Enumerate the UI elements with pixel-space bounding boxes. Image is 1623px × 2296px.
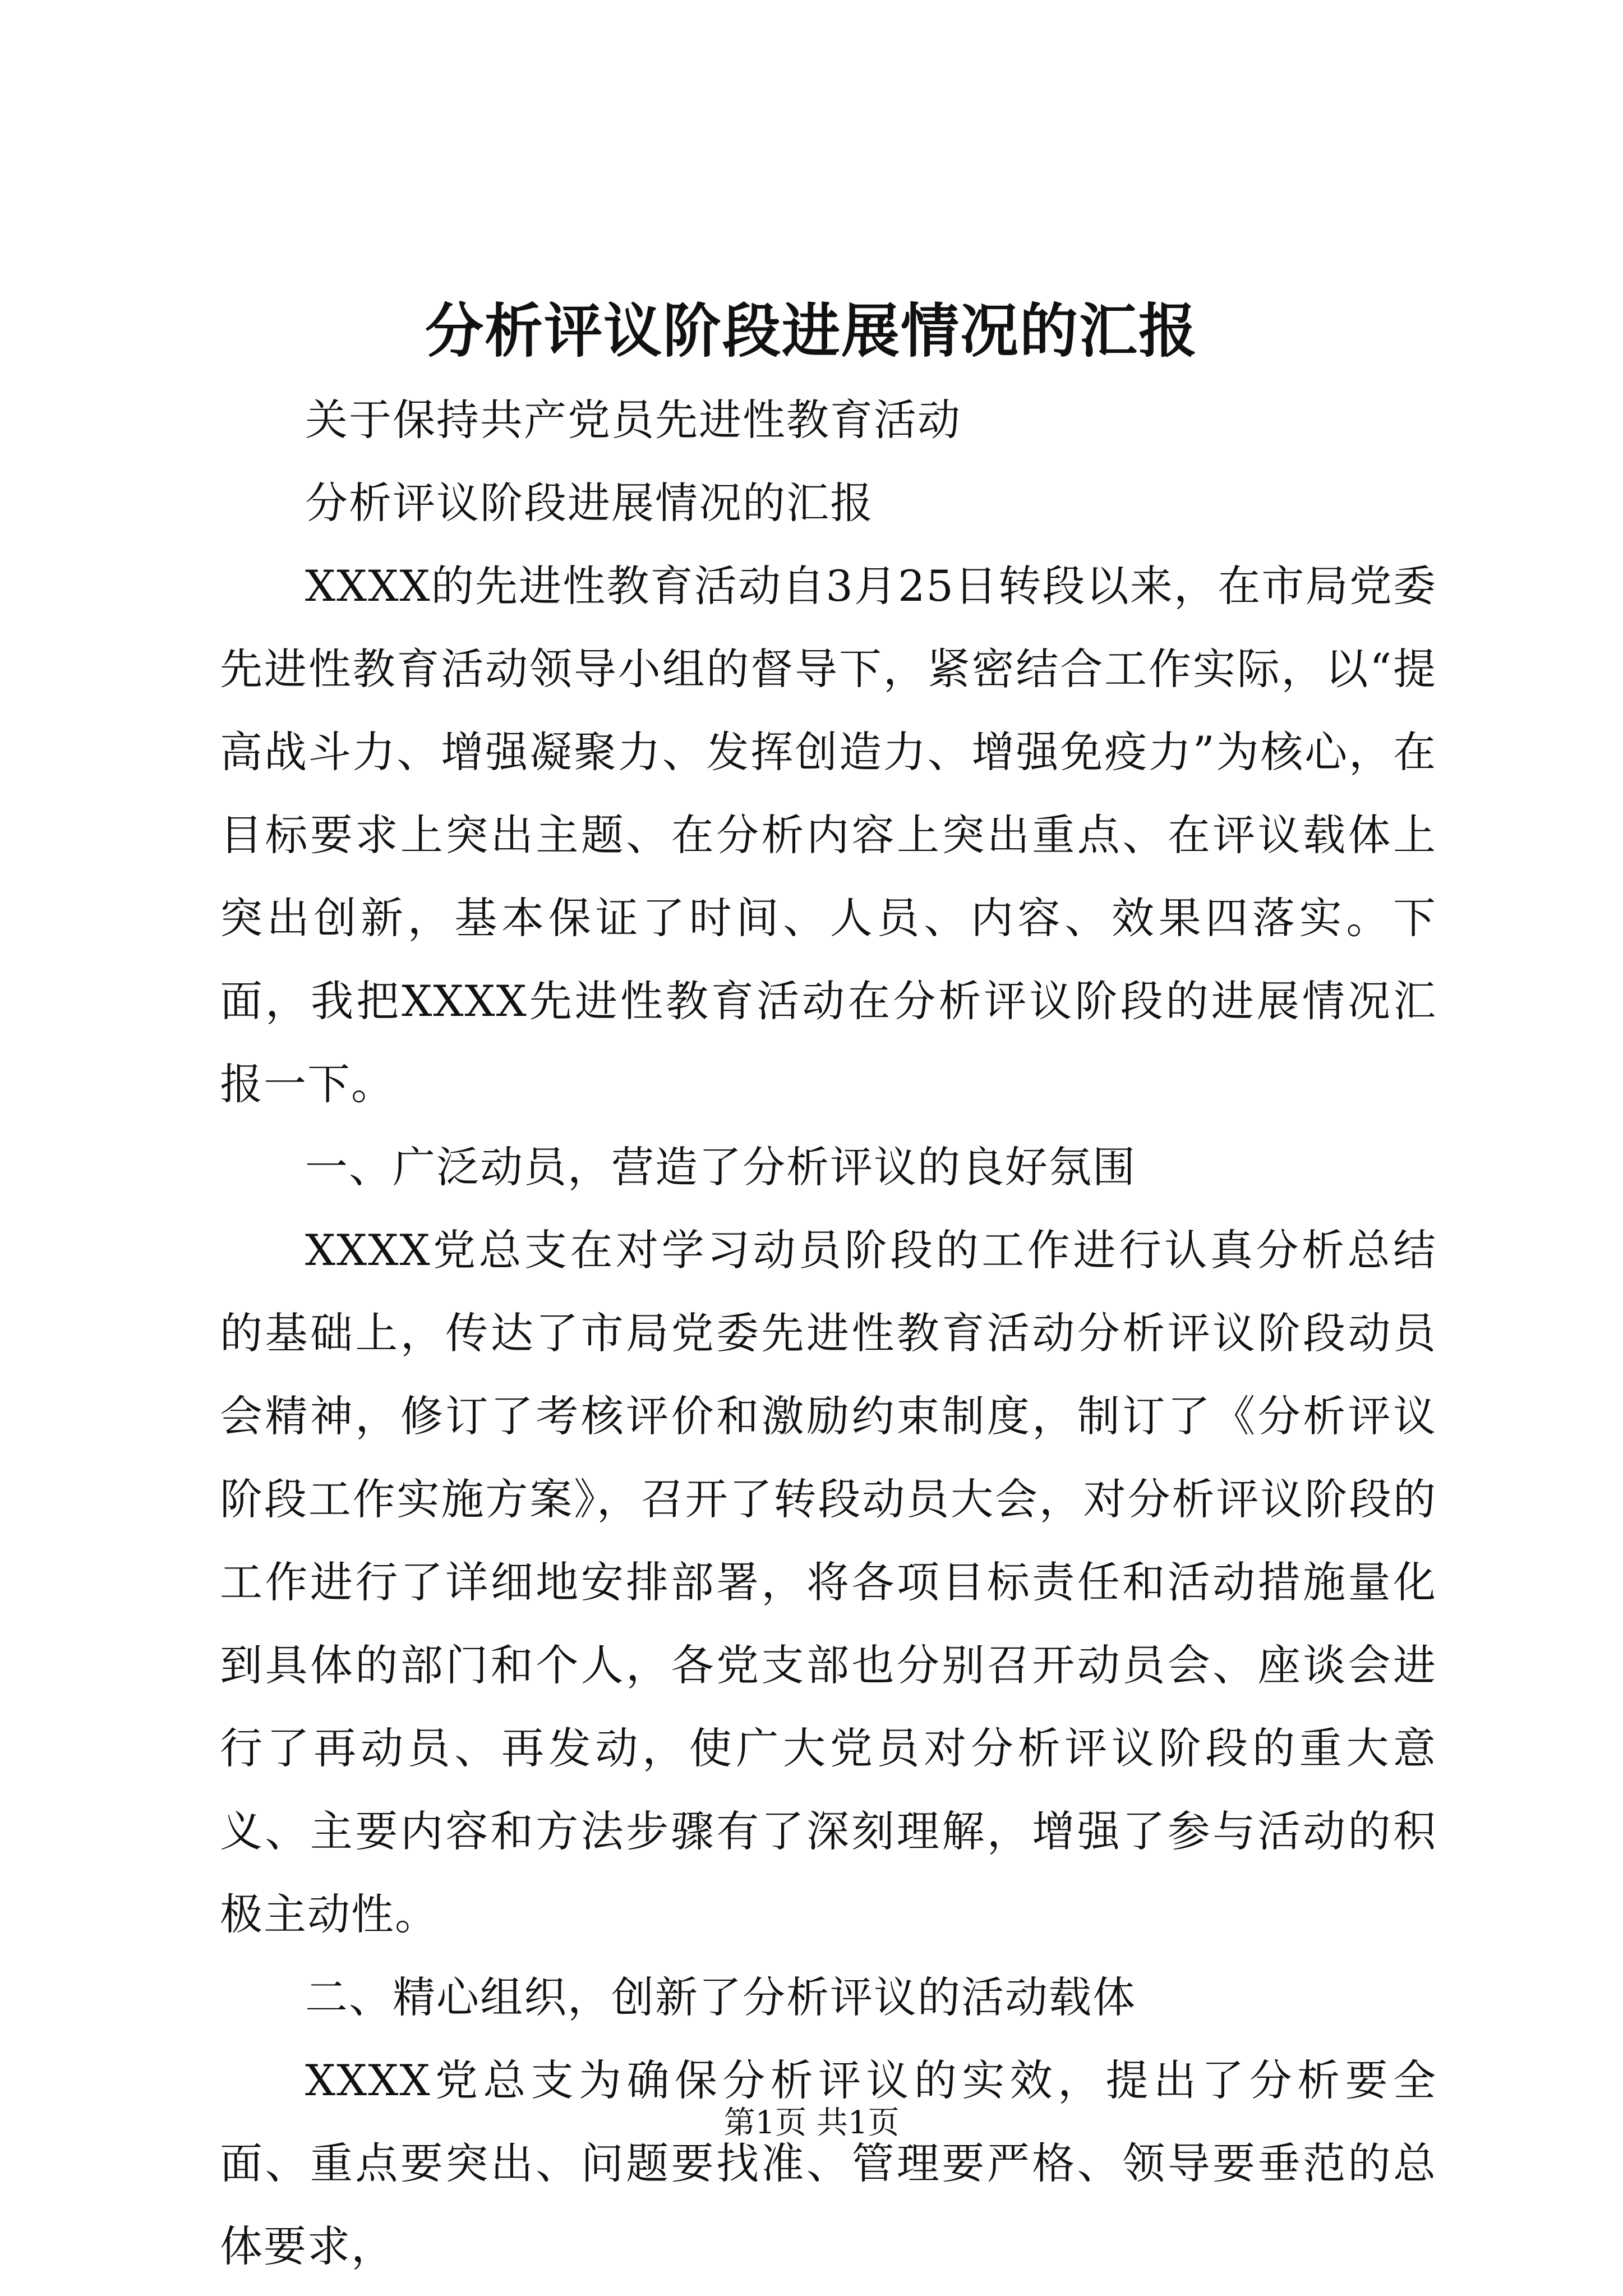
paragraph-section-2: XXXX党总支为确保分析评议的实效，提出了分析要全面、重点要突出、问题要找准、管理要严格、领导要垂范的总体要求， <box>220 2055 1437 2271</box>
section-heading-1: 一、广泛动员，营造了分析评议的良好氛围 <box>305 1142 1136 1192</box>
page-footer: 第1页 共1页 <box>723 2105 900 2141</box>
paragraph-section-1: XXXX党总支在对学习动员阶段的工作进行认真分析总结的基础上，传达了市局党委先进性教育活动分析评议阶段动员会精神，修订了考核评价和激励约束制度，制订了《分析评议阶段工作实施方案》，召开了转段动员大会，对分析评议阶段的工作进行了详细地安排部署，将各项目标责任和活动措施量化到具体的部门和个人，各党支部也分别召开动员会、座谈会进行了再动员、再发动，使广大党员对分析评议阶段的重大意义、主要内容和方法步骤有了深刻理解，增强了参与活动的积极主动性。 <box>220 1225 1437 1939</box>
paragraph-heading-line-1: 关于保持共产党员先进性教育活动 <box>305 395 961 445</box>
document-body <box>220 379 1437 2288</box>
section-heading-2: 二、精心组织，创新了分析评议的活动载体 <box>305 1972 1136 2022</box>
paragraph-heading-line-2: 分析评议阶段进展情况的汇报 <box>305 478 874 528</box>
document-title: 分析评议阶段进展情况的汇报 <box>425 296 1198 365</box>
paragraph-intro: XXXX的先进性教育活动自3月25日转段以来，在市局党委先进性教育活动领导小组的督导下，紧密结合工作实际，以“提高战斗力、增强凝聚力、发挥创造力、增强免疫力”为核心，在目标要求上突出主题、在分析内容上突出重点、在评议载体上突出创新，基本保证了时间、人员、内容、效果四落实。下面，我把XXXX先进性教育活动在分析评议阶段的进展情况汇报一下。 <box>220 561 1437 1109</box>
